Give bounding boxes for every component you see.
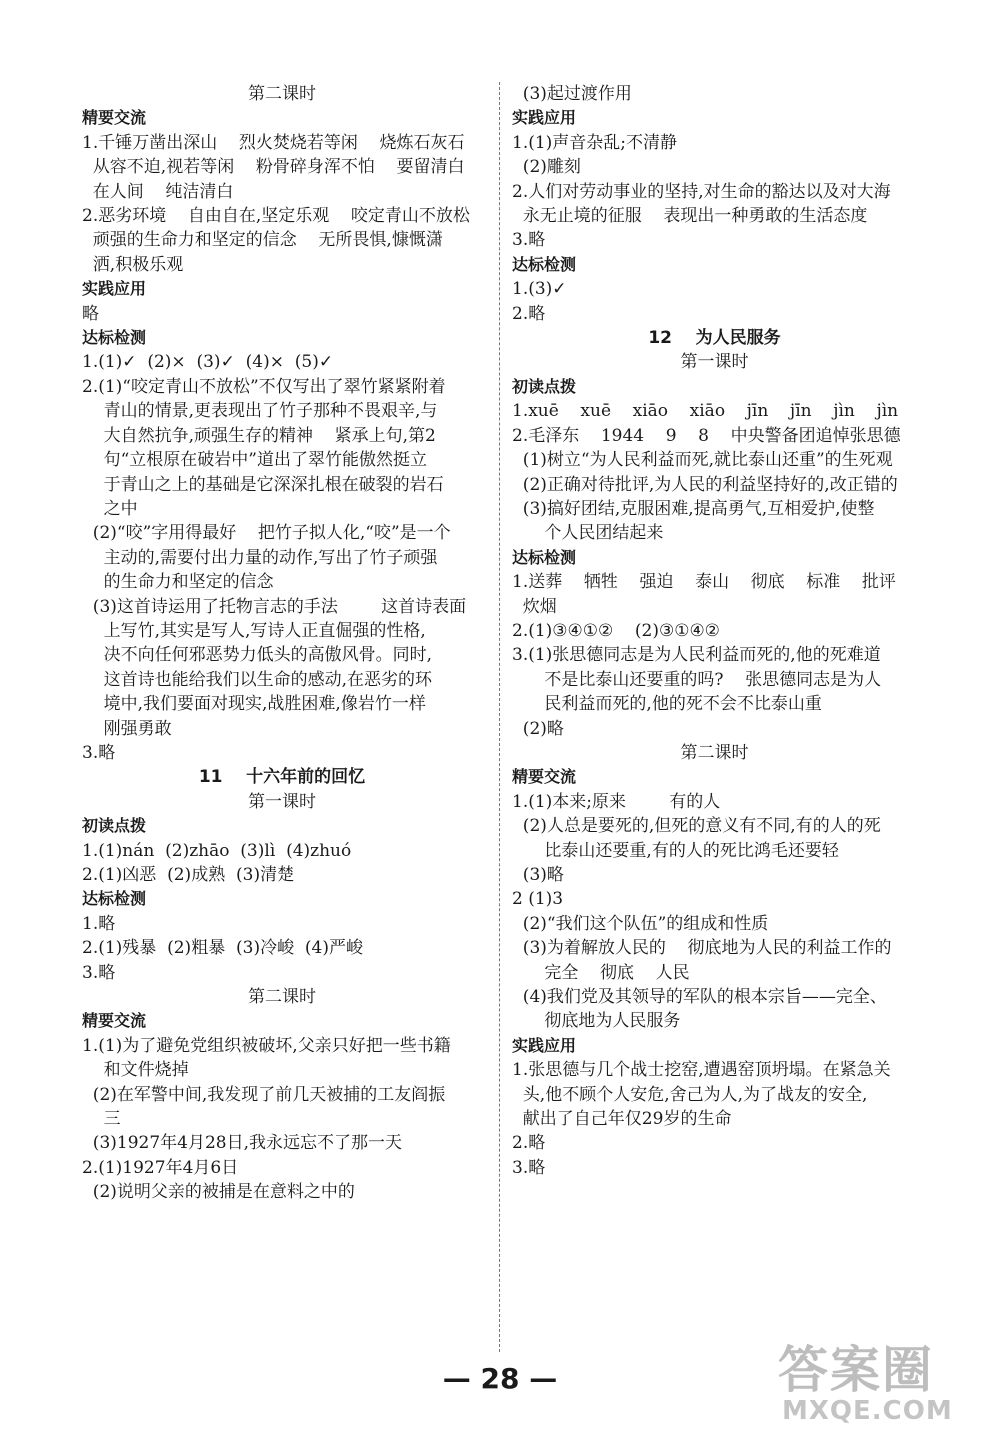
section-heading: 初读点拨 <box>82 816 147 836</box>
text-line: (3)搞好团结,克服困难,提高勇气,互相爱护,使整 <box>512 498 875 519</box>
text-line: 1.(1)声音杂乱;不清静 <box>512 132 678 153</box>
text-line: 1.送葬 牺牲 强迫 泰山 彻底 标准 批评 <box>512 572 896 593</box>
text-line: 1.千锤万凿出深山 烈火焚烧若等闲 烧炼石灰石 <box>82 132 465 153</box>
text-line: 3.略 <box>512 1157 546 1178</box>
text-line: 青山的情景,更表现出了竹子那种不畏艰辛,与 <box>82 401 438 422</box>
text-line: (4)我们党及其领导的军队的根本宗旨——完全、 <box>512 987 887 1008</box>
text-line: (2)略 <box>512 718 564 739</box>
section-heading: 实践应用 <box>512 1035 577 1055</box>
text-line: 在人间 纯洁清白 <box>82 181 234 202</box>
text-line: 洒,积极乐观 <box>82 254 184 275</box>
text-line: 不是比泰山还要重的吗? 张思德同志是为人 <box>512 669 882 690</box>
text-line: 个人民团结起来 <box>512 523 664 544</box>
text-line: 1.略 <box>82 913 116 934</box>
watermark-url: MXQE.COM <box>782 1396 953 1426</box>
text-line: 的生命力和坚定的信念 <box>82 572 274 593</box>
text-line: 2.(1)③④①② (2)③①④② <box>512 620 720 641</box>
text-line: 决不向任何邪恶势力低头的高傲风骨。同时, <box>82 645 433 666</box>
section-heading: 达标检测 <box>512 547 577 567</box>
text-line: 永无止境的征服 表现出一种勇敢的生活态度 <box>512 206 868 227</box>
page-number: — 28 — <box>442 1362 558 1395</box>
text-line: (2)人总是要死的,但死的意义有不同,有的人的死 <box>512 816 881 837</box>
text-line: 献出了自己年仅29岁的生命 <box>512 1109 732 1130</box>
text-line: 句“立根原在破岩中”道出了翠竹能傲然挺立 <box>82 450 427 471</box>
text-line: 这首诗也能给我们以生命的感动,在恶劣的环 <box>82 669 433 690</box>
text-line: 1.(1)✓ (2)× (3)✓ (4)× (5)✓ <box>82 352 334 373</box>
text-line: 境中,我们要面对现实,战胜困难,像岩竹一样 <box>82 694 426 715</box>
text-line: (3)略 <box>512 865 564 885</box>
lesson-period-heading: 第一课时 <box>248 791 316 812</box>
text-line: 2.恶劣环境 自由自在,坚定乐观 咬定青山不放松 <box>82 206 470 227</box>
section-heading: 精要交流 <box>512 767 577 787</box>
text-line: 之中 <box>82 498 138 519</box>
text-line: (3)为着解放人民的 彻底地为人民的利益工作的 <box>512 938 892 959</box>
text-line: (2)“咬”字用得最好 把竹子拟人化,“咬”是一个 <box>82 523 451 544</box>
text-line: 和文件烧掉 <box>82 1060 189 1081</box>
text-line: (3)1927年4月28日,我永远忘不了那一天 <box>82 1133 403 1154</box>
text-line: 1.(3)✓ <box>512 279 567 300</box>
text-line: 完全 彻底 人民 <box>512 962 690 983</box>
text-line: 略 <box>82 303 99 324</box>
lesson-title: 12 为人民服务 <box>648 328 781 349</box>
text-line: (2)说明父亲的被捕是在意料之中的 <box>82 1182 355 1203</box>
text-line: 3.略 <box>82 742 116 763</box>
lesson-title: 11 十六年前的回忆 <box>198 767 366 788</box>
text-line: 2.人们对劳动事业的坚持,对生命的豁达以及对大海 <box>512 181 891 202</box>
text-line: (2)雕刻 <box>512 157 581 178</box>
text-line: (3)起过渡作用 <box>512 84 632 104</box>
section-heading: 达标检测 <box>82 328 147 348</box>
left-column <box>82 82 482 1205</box>
text-line: 顽强的生命力和坚定的信念 无所畏惧,慷慨潇 <box>82 230 443 251</box>
text-line: 1.张思德与几个战士挖窑,遭遇窑顶坍塌。在紧急关 <box>512 1060 891 1081</box>
text-line: 2.毛泽东 1944 9 8 中央警备团追悼张思德 <box>512 425 901 446</box>
text-line: 1.xuē xuē xiāo xiāo jīn jīn jìn jìn <box>512 401 899 422</box>
lesson-period-heading: 第一课时 <box>680 352 749 373</box>
section-heading: 达标检测 <box>512 254 577 274</box>
text-line: (3)这首诗运用了托物言志的手法 这首诗表面 <box>82 596 467 617</box>
text-line: 2.略 <box>512 303 546 324</box>
text-line: 头,他不顾个人安危,舍己为人,为了战友的安全, <box>512 1084 868 1105</box>
section-heading: 精要交流 <box>82 1011 147 1031</box>
text-line: 1.(1)本来;原来 有的人 <box>512 791 721 812</box>
text-line: 2.略 <box>512 1133 546 1154</box>
lesson-period-heading: 第二课时 <box>680 742 749 763</box>
text-line: 刚强勇敢 <box>82 718 172 739</box>
text-line: 2 (1)3 <box>512 889 564 910</box>
lesson-period-heading: 第二课时 <box>248 84 316 104</box>
section-heading: 达标检测 <box>82 889 147 909</box>
text-line: 于青山之上的基础是它深深扎根在破裂的岩石 <box>82 474 444 495</box>
text-line: 炊烟 <box>512 596 557 617</box>
right-column <box>512 82 917 1180</box>
watermark <box>770 1330 995 1430</box>
text-line: (2)在军警中间,我发现了前几天被捕的工友阎振 <box>82 1084 446 1105</box>
text-line: (2)正确对待批评,为人民的利益坚持好的,改正错的 <box>512 474 898 495</box>
text-line: 2.(1)残暴 (2)粗暴 (3)冷峻 (4)严峻 <box>82 938 363 959</box>
text-line: 3.略 <box>512 230 546 251</box>
column-divider <box>499 82 500 1352</box>
text-line: 三 <box>82 1109 121 1130</box>
section-heading: 精要交流 <box>82 108 147 128</box>
text-line: 1.(1)nán (2)zhāo (3)lì (4)zhuó <box>82 840 352 861</box>
text-line: 大自然抗争,顽强生存的精神 紧承上句,第2 <box>82 425 436 446</box>
section-heading: 初读点拨 <box>512 376 577 396</box>
text-line: 民利益而死的,他的死不会不比泰山重 <box>512 694 822 715</box>
text-line: 主动的,需要付出力量的动作,写出了竹子顽强 <box>82 547 438 568</box>
text-line: 2.(1)“咬定青山不放松”不仅写出了翠竹紧紧附着 <box>82 376 446 397</box>
watermark-logo: 答案圈 <box>778 1341 934 1399</box>
text-line: 2.(1)1927年4月6日 <box>82 1157 239 1178</box>
section-heading: 实践应用 <box>512 108 577 128</box>
lesson-period-heading: 第二课时 <box>248 987 316 1008</box>
text-line: 比泰山还要重,有的人的死比鸿毛还要轻 <box>512 840 839 861</box>
text-line: 上写竹,其实是写人,写诗人正直倔强的性格, <box>82 620 426 641</box>
text-line: (1)树立“为人民利益而死,就比泰山还重”的生死观 <box>512 450 893 471</box>
text-line: 3.(1)张思德同志是为人民利益而死的,他的死难道 <box>512 645 881 666</box>
text-line: 从容不迫,视若等闲 粉骨碎身浑不怕 要留清白 <box>82 157 465 178</box>
text-line: 3.略 <box>82 962 116 983</box>
text-line: (2)“我们这个队伍”的组成和性质 <box>512 913 769 934</box>
section-heading: 实践应用 <box>82 279 147 299</box>
text-line: 彻底地为人民服务 <box>512 1011 681 1032</box>
text-line: 1.(1)为了避免党组织被破坏,父亲只好把一些书籍 <box>82 1035 451 1056</box>
text-line: 2.(1)凶恶 (2)成熟 (3)清楚 <box>82 865 295 885</box>
